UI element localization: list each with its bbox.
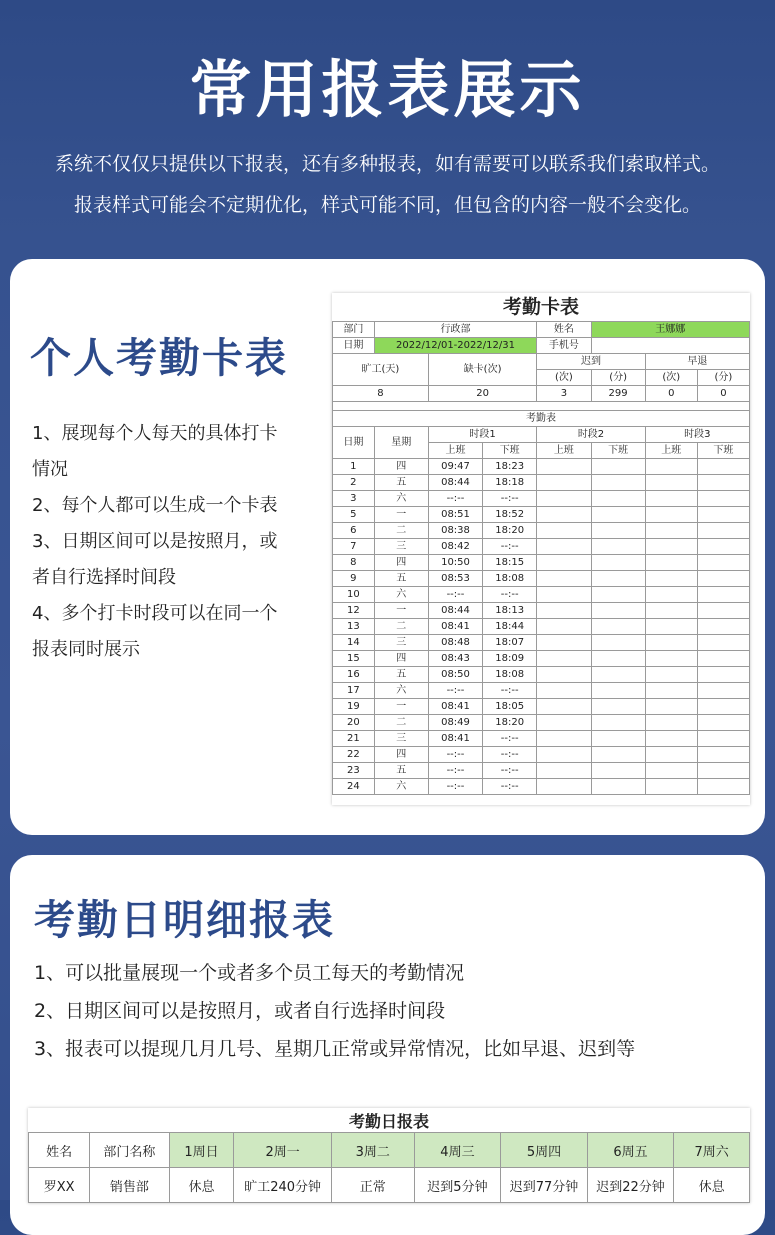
empty-cell — [537, 715, 591, 731]
day-cell: 14 — [333, 635, 375, 651]
daily-header-row — [29, 1133, 750, 1168]
daily-header-cell: 姓名 — [29, 1133, 90, 1168]
empty-cell — [537, 491, 591, 507]
weekday-cell: 二 — [374, 523, 428, 539]
empty-cell — [697, 619, 749, 635]
feature-item: 报表同时展示 — [32, 639, 140, 660]
period1-header: 时段1 — [428, 427, 536, 443]
personal-attendance-card — [10, 259, 765, 835]
attendance-row — [333, 667, 750, 683]
attendance-row — [333, 619, 750, 635]
empty-cell — [645, 475, 697, 491]
attendance-row — [333, 555, 750, 571]
date-range-value: 2022/12/01-2022/12/31 — [374, 338, 537, 354]
empty-cell — [697, 587, 749, 603]
attendance-row — [333, 715, 750, 731]
empty-cell — [645, 635, 697, 651]
late-minutes-unit: (分) — [591, 370, 645, 386]
clock-out-cell: --:-- — [483, 763, 537, 779]
day-cell: 2 — [333, 475, 375, 491]
empty-cell — [537, 779, 591, 795]
clock-in-cell: --:-- — [428, 779, 482, 795]
weekday-cell: 四 — [374, 555, 428, 571]
empty-cell — [537, 523, 591, 539]
day-cell: 5 — [333, 507, 375, 523]
hero-description-line2: 报表样式可能会不定期优化，样式可能不同，但包含的内容一般不会变化。 — [73, 194, 701, 216]
clock-in-cell: 08:41 — [428, 699, 482, 715]
weekday-cell: 五 — [374, 475, 428, 491]
missing-value: 20 — [428, 386, 536, 402]
sheet-title: 考勤卡表 — [502, 296, 579, 318]
attendance-row — [333, 683, 750, 699]
period2-header: 时段2 — [537, 427, 645, 443]
clock-in-cell: 08:43 — [428, 651, 482, 667]
clock-out-cell: 18:08 — [483, 667, 537, 683]
clock-out-cell: --:-- — [483, 747, 537, 763]
empty-cell — [697, 571, 749, 587]
empty-cell — [537, 619, 591, 635]
clock-in-cell: 08:51 — [428, 507, 482, 523]
spacer-row — [333, 402, 750, 411]
clock-out-cell: --:-- — [483, 683, 537, 699]
empty-cell — [591, 475, 645, 491]
empty-cell — [697, 667, 749, 683]
weekday-cell: 四 — [374, 747, 428, 763]
weekday-cell: 一 — [374, 603, 428, 619]
empty-cell — [697, 715, 749, 731]
clock-in-cell: 10:50 — [428, 555, 482, 571]
clock-in-cell: 08:44 — [428, 603, 482, 619]
day-cell: 7 — [333, 539, 375, 555]
weekday-cell: 四 — [374, 459, 428, 475]
feature-list — [32, 416, 332, 668]
period3-header: 时段3 — [645, 427, 749, 443]
phone-value — [591, 338, 750, 354]
empty-cell — [645, 603, 697, 619]
clock-out-cell: 18:15 — [483, 555, 537, 571]
empty-cell — [537, 651, 591, 667]
empty-cell — [697, 651, 749, 667]
daily-header-cell: 4周三 — [414, 1133, 501, 1168]
card-title: 考勤日明细报表 — [34, 896, 335, 944]
empty-cell — [645, 571, 697, 587]
feature-item: 4、多个打卡时段可以在同一个 — [32, 603, 278, 624]
day-cell: 1 — [333, 459, 375, 475]
attendance-row — [333, 699, 750, 715]
attendance-row — [333, 779, 750, 795]
feature-item: 者自行选择时间段 — [32, 567, 176, 588]
daily-data-cell: 迟到77分钟 — [501, 1168, 588, 1203]
empty-cell — [697, 731, 749, 747]
empty-cell — [697, 763, 749, 779]
daily-header-cell: 2周一 — [234, 1133, 331, 1168]
daily-data-cell: 正常 — [331, 1168, 414, 1203]
empty-cell — [537, 683, 591, 699]
missing-label: 缺卡(次) — [428, 354, 536, 386]
day-cell: 16 — [333, 667, 375, 683]
early-times-value: 0 — [645, 386, 697, 402]
weekday-cell: 二 — [374, 715, 428, 731]
name-value: 王娜娜 — [591, 322, 750, 338]
empty-cell — [645, 779, 697, 795]
empty-cell — [645, 507, 697, 523]
daily-data-cell: 迟到5分钟 — [414, 1168, 501, 1203]
off-duty-header: 下班 — [591, 443, 645, 459]
empty-cell — [537, 475, 591, 491]
empty-cell — [697, 747, 749, 763]
clock-out-cell: 18:52 — [483, 507, 537, 523]
empty-cell — [645, 763, 697, 779]
empty-cell — [591, 539, 645, 555]
empty-cell — [537, 603, 591, 619]
empty-cell — [645, 731, 697, 747]
empty-cell — [697, 603, 749, 619]
clock-in-cell: 08:49 — [428, 715, 482, 731]
empty-cell — [697, 523, 749, 539]
attendance-row — [333, 571, 750, 587]
clock-in-cell: 08:53 — [428, 571, 482, 587]
empty-cell — [697, 683, 749, 699]
clock-in-cell: --:-- — [428, 587, 482, 603]
empty-cell — [645, 747, 697, 763]
weekday-cell: 二 — [374, 619, 428, 635]
empty-cell — [591, 747, 645, 763]
clock-in-cell: --:-- — [428, 683, 482, 699]
weekday-cell: 三 — [374, 731, 428, 747]
phone-label: 手机号 — [537, 338, 591, 354]
day-cell: 6 — [333, 523, 375, 539]
feature-list — [34, 954, 759, 1068]
clock-in-cell: 09:47 — [428, 459, 482, 475]
empty-cell — [537, 507, 591, 523]
empty-cell — [537, 555, 591, 571]
empty-cell — [591, 779, 645, 795]
empty-cell — [645, 619, 697, 635]
card-title: 个人考勤卡表 — [30, 334, 288, 382]
attendance-card-sheet — [332, 293, 750, 805]
early-label: 早退 — [645, 354, 749, 370]
empty-cell — [645, 555, 697, 571]
col-date-header: 日期 — [333, 427, 375, 459]
clock-out-cell: 18:07 — [483, 635, 537, 651]
empty-cell — [591, 715, 645, 731]
clock-out-cell: --:-- — [483, 491, 537, 507]
weekday-cell: 一 — [374, 507, 428, 523]
clock-out-cell: 18:44 — [483, 619, 537, 635]
off-duty-header: 下班 — [483, 443, 537, 459]
daily-data-cell: 休息 — [674, 1168, 750, 1203]
late-times-unit: (次) — [537, 370, 591, 386]
day-cell: 9 — [333, 571, 375, 587]
name-label: 姓名 — [537, 322, 591, 338]
on-duty-header: 上班 — [645, 443, 697, 459]
clock-out-cell: 18:20 — [483, 523, 537, 539]
empty-cell — [591, 619, 645, 635]
empty-cell — [697, 555, 749, 571]
weekday-cell: 五 — [374, 667, 428, 683]
late-times-value: 3 — [537, 386, 591, 402]
day-cell: 8 — [333, 555, 375, 571]
hero-description-line1: 系统不仅仅只提供以下报表，还有多种报表，如有需要可以联系我们索取样式。 — [54, 153, 720, 175]
empty-cell — [645, 715, 697, 731]
attendance-row — [333, 651, 750, 667]
weekday-cell: 六 — [374, 779, 428, 795]
weekday-cell: 五 — [374, 763, 428, 779]
feature-item: 2、日期区间可以是按照月，或者自行选择时间段 — [34, 1000, 446, 1022]
daily-data-row — [29, 1168, 750, 1203]
col-weekday-header: 星期 — [374, 427, 428, 459]
empty-cell — [645, 699, 697, 715]
clock-out-cell: 18:20 — [483, 715, 537, 731]
weekday-cell: 三 — [374, 539, 428, 555]
day-cell: 17 — [333, 683, 375, 699]
empty-cell — [697, 779, 749, 795]
day-cell: 3 — [333, 491, 375, 507]
feature-item: 情况 — [32, 459, 68, 480]
attendance-row — [333, 539, 750, 555]
clock-in-cell: 08:48 — [428, 635, 482, 651]
clock-in-cell: --:-- — [428, 747, 482, 763]
clock-in-cell: 08:50 — [428, 667, 482, 683]
weekday-cell: 五 — [374, 571, 428, 587]
empty-cell — [591, 763, 645, 779]
attendance-row — [333, 731, 750, 747]
attendance-row — [333, 587, 750, 603]
empty-cell — [591, 635, 645, 651]
clock-out-cell: --:-- — [483, 779, 537, 795]
daily-report-title: 考勤日报表 — [348, 1111, 429, 1131]
feature-item: 3、报表可以提现几月几号、星期几正常或异常情况，比如早退、迟到等 — [34, 1038, 636, 1060]
empty-cell — [591, 699, 645, 715]
off-duty-header: 下班 — [697, 443, 749, 459]
empty-cell — [591, 667, 645, 683]
empty-cell — [591, 603, 645, 619]
empty-cell — [591, 491, 645, 507]
empty-cell — [537, 459, 591, 475]
empty-cell — [591, 587, 645, 603]
dept-label: 部门 — [333, 322, 375, 338]
daily-header-cell: 5周四 — [501, 1133, 588, 1168]
daily-header-cell: 6周五 — [587, 1133, 674, 1168]
clock-in-cell: 08:41 — [428, 619, 482, 635]
empty-cell — [537, 747, 591, 763]
empty-cell — [537, 635, 591, 651]
daily-header-cell: 7周六 — [674, 1133, 750, 1168]
clock-out-cell: 18:23 — [483, 459, 537, 475]
daily-header-cell: 1周日 — [169, 1133, 234, 1168]
daily-report-sheet — [28, 1108, 750, 1203]
empty-cell — [697, 491, 749, 507]
empty-cell — [645, 587, 697, 603]
attendance-row — [333, 491, 750, 507]
day-cell: 20 — [333, 715, 375, 731]
weekday-cell: 六 — [374, 587, 428, 603]
clock-out-cell: 18:08 — [483, 571, 537, 587]
early-times-unit: (次) — [645, 370, 697, 386]
late-minutes-value: 299 — [591, 386, 645, 402]
attendance-row — [333, 603, 750, 619]
empty-cell — [591, 459, 645, 475]
empty-cell — [591, 731, 645, 747]
empty-cell — [697, 475, 749, 491]
daily-report-table — [28, 1108, 750, 1203]
daily-header-cell: 部门名称 — [90, 1133, 169, 1168]
clock-in-cell: 08:41 — [428, 731, 482, 747]
empty-cell — [591, 683, 645, 699]
clock-out-cell: 18:18 — [483, 475, 537, 491]
attendance-row — [333, 475, 750, 491]
empty-cell — [591, 651, 645, 667]
on-duty-header: 上班 — [537, 443, 591, 459]
empty-cell — [645, 491, 697, 507]
dept-value: 行政部 — [374, 322, 537, 338]
clock-out-cell: --:-- — [483, 587, 537, 603]
day-cell: 12 — [333, 603, 375, 619]
weekday-cell: 四 — [374, 651, 428, 667]
daily-data-cell: 休息 — [169, 1168, 234, 1203]
day-cell: 21 — [333, 731, 375, 747]
weekday-cell: 一 — [374, 699, 428, 715]
weekday-cell: 三 — [374, 635, 428, 651]
absent-value: 8 — [333, 386, 429, 402]
attendance-row — [333, 523, 750, 539]
attendance-card-table — [332, 293, 750, 795]
day-cell: 22 — [333, 747, 375, 763]
empty-cell — [537, 699, 591, 715]
on-duty-header: 上班 — [428, 443, 482, 459]
attendance-row — [333, 763, 750, 779]
empty-cell — [697, 459, 749, 475]
empty-cell — [697, 635, 749, 651]
empty-cell — [537, 587, 591, 603]
attendance-row — [333, 507, 750, 523]
empty-cell — [645, 539, 697, 555]
empty-cell — [645, 651, 697, 667]
clock-out-cell: 18:09 — [483, 651, 537, 667]
empty-cell — [591, 523, 645, 539]
clock-out-cell: 18:05 — [483, 699, 537, 715]
late-label: 迟到 — [537, 354, 645, 370]
empty-cell — [645, 459, 697, 475]
empty-cell — [645, 683, 697, 699]
empty-cell — [537, 571, 591, 587]
daily-detail-card — [10, 855, 765, 1235]
clock-in-cell: 08:44 — [428, 475, 482, 491]
daily-data-cell: 罗XX — [29, 1168, 90, 1203]
attendance-rows — [333, 459, 750, 795]
day-cell: 10 — [333, 587, 375, 603]
day-cell: 19 — [333, 699, 375, 715]
clock-in-cell: --:-- — [428, 763, 482, 779]
clock-out-cell: --:-- — [483, 539, 537, 555]
section-label: 考勤表 — [333, 411, 750, 427]
clock-out-cell: --:-- — [483, 731, 537, 747]
weekday-cell: 六 — [374, 491, 428, 507]
empty-cell — [537, 731, 591, 747]
feature-item: 1、可以批量展现一个或者多个员工每天的考勤情况 — [34, 962, 465, 984]
empty-cell — [697, 539, 749, 555]
daily-header-cell: 3周二 — [331, 1133, 414, 1168]
empty-cell — [645, 523, 697, 539]
day-cell: 24 — [333, 779, 375, 795]
empty-cell — [697, 507, 749, 523]
day-cell: 13 — [333, 619, 375, 635]
daily-data-cell: 销售部 — [90, 1168, 169, 1203]
empty-cell — [591, 555, 645, 571]
day-cell: 15 — [333, 651, 375, 667]
empty-cell — [537, 667, 591, 683]
absent-label: 旷工(天) — [333, 354, 429, 386]
empty-cell — [697, 699, 749, 715]
empty-cell — [645, 667, 697, 683]
early-minutes-unit: (分) — [697, 370, 749, 386]
attendance-row — [333, 459, 750, 475]
feature-item: 1、展现每个人每天的具体打卡 — [32, 423, 278, 444]
daily-data-cell: 迟到22分钟 — [587, 1168, 674, 1203]
feature-item: 3、日期区间可以是按照月，或 — [32, 531, 278, 552]
attendance-row — [333, 747, 750, 763]
clock-in-cell: --:-- — [428, 491, 482, 507]
daily-data-cell: 旷工240分钟 — [234, 1168, 331, 1203]
clock-in-cell: 08:42 — [428, 539, 482, 555]
hero-title: 常用报表展示 — [189, 53, 586, 126]
empty-cell — [591, 571, 645, 587]
attendance-row — [333, 635, 750, 651]
clock-out-cell: 18:13 — [483, 603, 537, 619]
early-minutes-value: 0 — [697, 386, 749, 402]
day-cell: 23 — [333, 763, 375, 779]
empty-cell — [537, 763, 591, 779]
clock-in-cell: 08:38 — [428, 523, 482, 539]
empty-cell — [537, 539, 591, 555]
empty-cell — [591, 507, 645, 523]
feature-item: 2、每个人都可以生成一个卡表 — [32, 495, 278, 516]
date-label: 日期 — [333, 338, 375, 354]
weekday-cell: 六 — [374, 683, 428, 699]
